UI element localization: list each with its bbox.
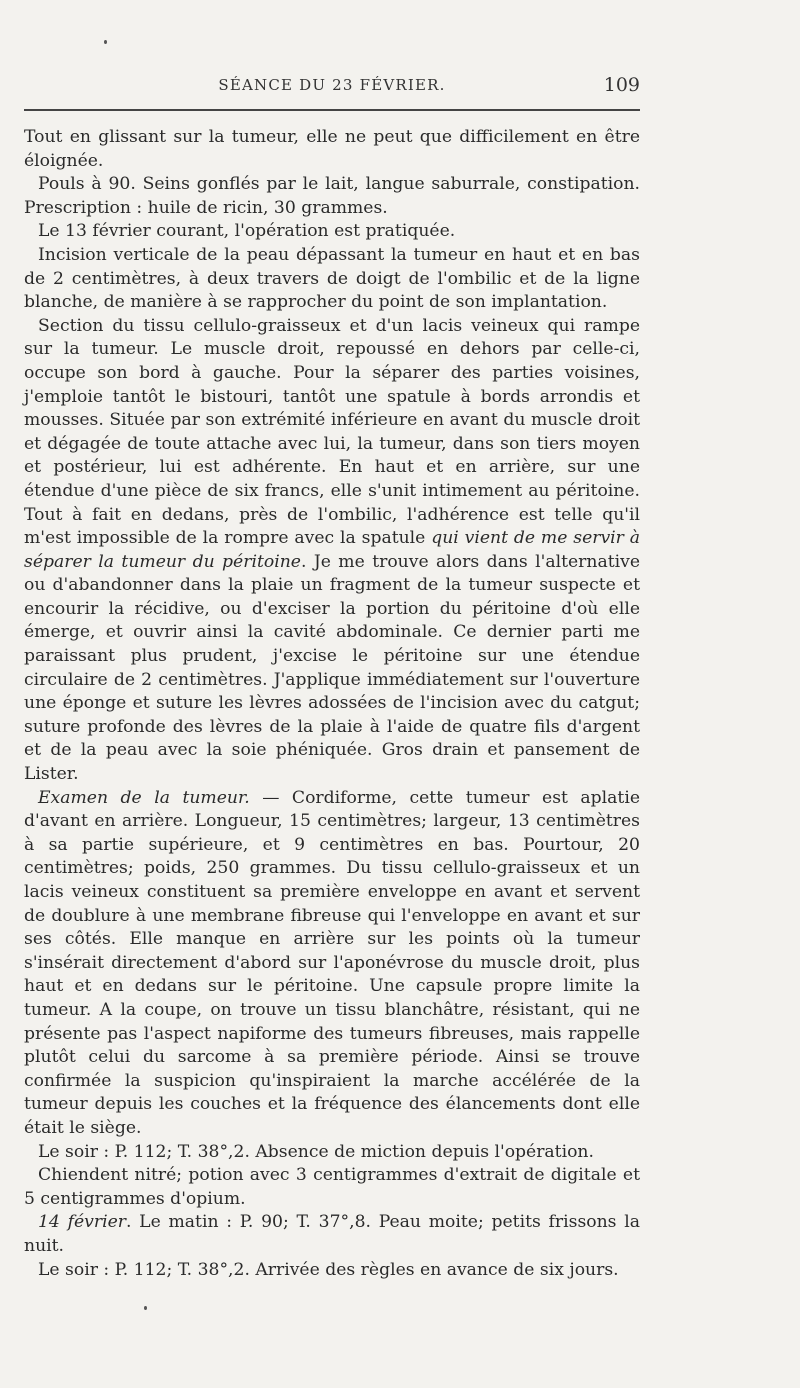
paragraph: [24, 173, 640, 220]
paragraph-text: Incision verticale de la peau dépassant la tumeur en haut et en bas de 2 centimètres, à deux travers de doigt de l'ombilic et de la ligne blanche, de manière à se rapprocher du point de son implantation.: [24, 244, 640, 313]
header-rule: [24, 109, 640, 111]
paragraph: [24, 1141, 640, 1165]
paragraph: [24, 220, 640, 244]
body-text: [24, 126, 640, 1282]
paragraph: [24, 787, 640, 1141]
date-label: 14 février: [38, 1212, 126, 1233]
paragraph: [24, 244, 640, 315]
italic-phrase: qui vient de me servir à séparer la tumeur du péritoine: [24, 528, 641, 572]
paragraph: [24, 1211, 640, 1258]
paragraph-text: . Le matin : P. 90; T. 37°,8. Peau moite; petits frissons la nuit.: [24, 1212, 640, 1256]
paragraph: [24, 126, 640, 173]
paragraph-text: Le 13 février courant, l'opération est pratiquée.: [38, 221, 456, 242]
print-speck: [104, 40, 107, 44]
paragraph-text: Chiendent nitré; potion avec 3 centigrammes d'extrait de digitale et 5 centigrammes d'opium.: [24, 1165, 640, 1209]
paragraph-text: Tout en glissant sur la tumeur, elle ne peut que difficilement en être éloignée.: [24, 127, 640, 171]
paragraph-text: — Cordiforme, cette tumeur est aplatie d'avant en arrière. Longueur, 15 centimètres; largeur, 13 centimètres à sa partie supérieure, et 9 centimètres en bas. Pourtour, 20 centimètres; poids, 250 grammes. Du tissu cellulo-graisseux et un lacis veineux constituent sa première enveloppe en avant et servent de doublure à une membrane fibreuse qui l'enveloppe en avant et sur ses côtés. Elle manque en arrière sur les points où la tumeur s'insérait directement d'abord sur l'aponévrose du muscle droit, plus haut et en dedans sur le péritoine. Une capsule propre limite la tumeur. A la coupe, on trouve un tissu blanchâtre, résistant, qui ne présente pas l'aspect napiforme des tumeurs fibreuses, mais rappelle plutôt celui du sarcome à sa première période. Ainsi se trouve confirmée la suspicion qu'inspiraient la marche accélérée de la tumeur depuis les couches et la fréquence des élancements dont elle était le siège.: [24, 787, 640, 1138]
running-title: SÉANCE DU 23 FÉVRIER.: [218, 76, 446, 94]
page-number: 109: [603, 74, 640, 96]
paragraph-text: . Je me trouve alors dans l'alternative ou d'abandonner dans la plaie un fragment de la tumeur suspecte et encourir la récidive, ou d'exciser la portion du péritoine d'où elle émerge, et ouvrir ainsi la cavité abdominale. Ce dernier parti me paraissant plus prudent, j'excise le péritoine sur une étendue circulaire de 2 centimètres. J'applique immédiatement sur l'ouverture une éponge et suture les lèvres adossées de l'incision avec du catgut; suture profonde des lèvres de la plaie à l'aide de quatre fils d'argent et de la peau avec la soie phéniquée. Gros drain et pansement de Lister.: [24, 551, 640, 785]
paragraph-text: Le soir : P. 112; T. 38°,2. Absence de miction depuis l'opération.: [38, 1141, 594, 1162]
page-header: [24, 74, 640, 100]
paragraph-text: Pouls à 90. Seins gonflés par le lait, langue saburrale, constipation. Prescription : huile de ricin, 30 grammes.: [24, 174, 640, 218]
print-speck: [144, 1306, 147, 1310]
paragraph-text: Section du tissu cellulo-graisseux et d'un lacis veineux qui rampe sur la tumeur. Le muscle droit, repoussé en dehors par celle-ci, occupe son bord à gauche. Pour la séparer des parties voisines, j'emploie tantôt le bistouri, tantôt une spatule à bords arrondis et mousses. Située par son extrémité inférieure en avant du muscle droit et dégagée de toute attache avec lui, la tumeur, dans son tiers moyen et postérieur, lui est adhérente. En haut et en arrière, sur une étendue d'une pièce de six francs, elle s'unit intimement au péritoine. Tout à fait en dedans, près de l'ombilic, l'adhérence est telle qu'il m'est impossible de la rompre avec la spatule: [24, 315, 640, 549]
paragraph: [24, 315, 640, 787]
paragraph: [24, 1259, 640, 1283]
paragraph: [24, 1164, 640, 1211]
section-heading: Examen de la tumeur.: [38, 787, 250, 808]
paragraph-text: Le soir : P. 112; T. 38°,2. Arrivée des règles en avance de six jours.: [38, 1259, 619, 1280]
